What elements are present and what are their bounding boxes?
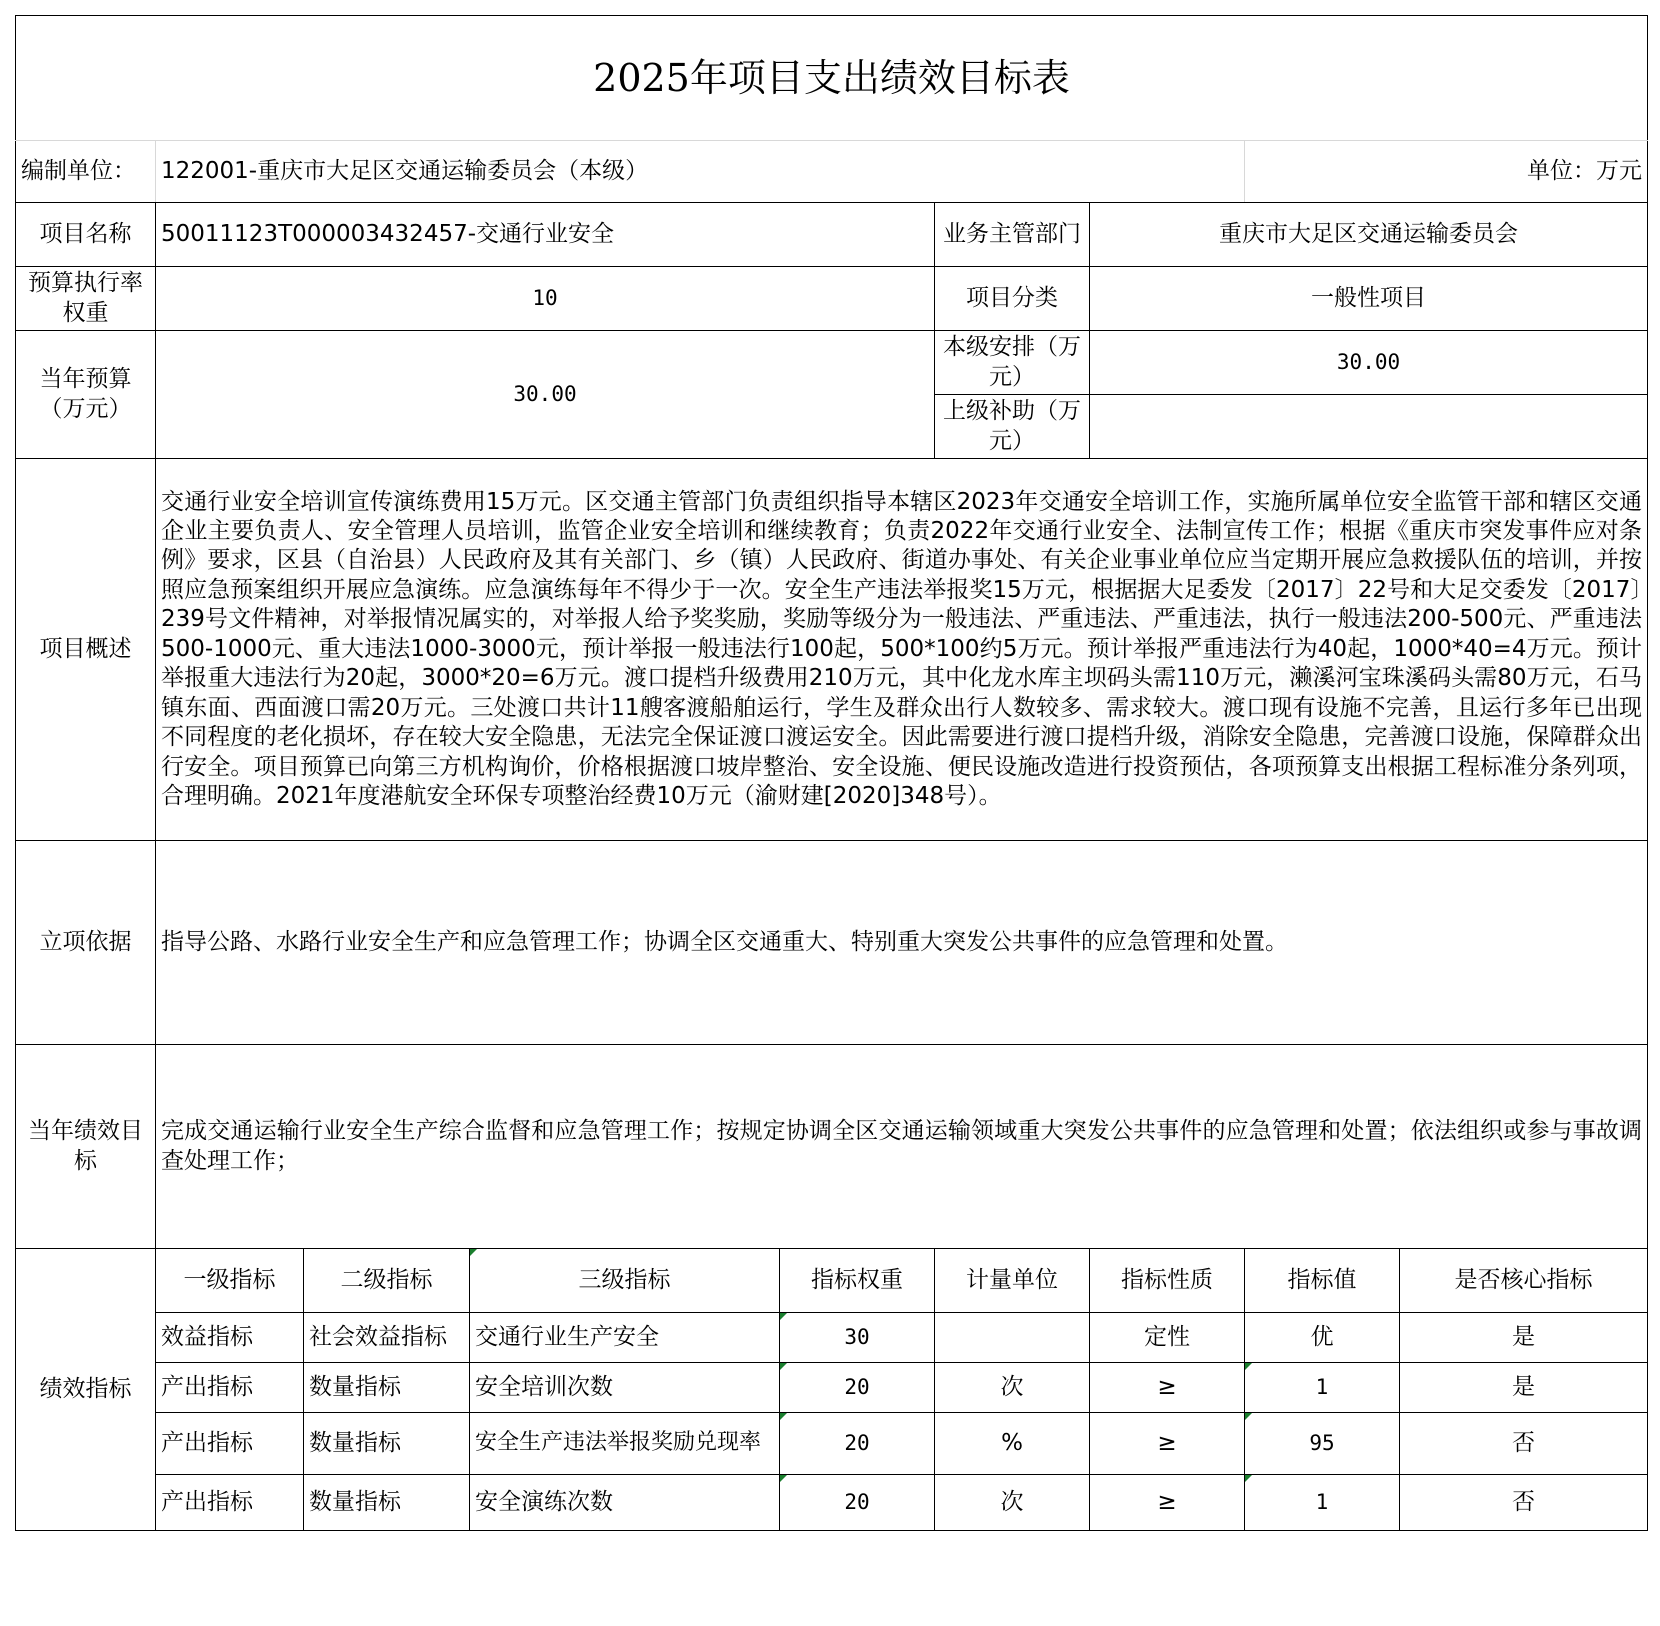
ind-value: 1 <box>1245 1475 1400 1531</box>
weight-value: 10 <box>156 267 935 331</box>
ind-unit <box>935 1313 1090 1363</box>
ind-header-value: 指标值 <box>1245 1249 1400 1313</box>
ind-level1: 产出指标 <box>156 1413 304 1475</box>
ind-unit: 次 <box>935 1363 1090 1413</box>
performance-sheet <box>15 15 1647 1531</box>
org-unit-label: 编制单位： <box>16 141 156 203</box>
dept-value: 重庆市大足区交通运输委员会 <box>1090 203 1648 267</box>
table-row <box>16 1313 1648 1363</box>
ind-nature: ≥ <box>1090 1413 1245 1475</box>
ind-core: 是 <box>1400 1313 1648 1363</box>
ind-weight: 20 <box>780 1475 935 1531</box>
category-label: 项目分类 <box>935 267 1090 331</box>
ind-core: 是 <box>1400 1363 1648 1413</box>
basis-label: 立项依据 <box>16 841 156 1045</box>
table-row <box>16 1363 1648 1413</box>
goal-label: 当年绩效目标 <box>16 1045 156 1249</box>
ind-level3: 安全生产违法举报奖励兑现率 <box>470 1413 780 1475</box>
ind-header-unit: 计量单位 <box>935 1249 1090 1313</box>
ind-value: 95 <box>1245 1413 1400 1475</box>
ind-level1: 效益指标 <box>156 1313 304 1363</box>
ind-core: 否 <box>1400 1413 1648 1475</box>
ind-header-nature: 指标性质 <box>1090 1249 1245 1313</box>
ind-unit: 次 <box>935 1475 1090 1531</box>
ind-level2: 数量指标 <box>304 1413 470 1475</box>
goal-text: 完成交通运输行业安全生产综合监督和应急管理工作；按规定协调全区交通运输领域重大突发公共事件的应急管理和处置；依法组织或参与事故调查处理工作； <box>156 1045 1648 1249</box>
dept-label: 业务主管部门 <box>935 203 1090 267</box>
ind-level1: 产出指标 <box>156 1363 304 1413</box>
ind-header-core: 是否核心指标 <box>1400 1249 1648 1313</box>
weight-label: 预算执行率权重 <box>16 267 156 331</box>
ind-level2: 数量指标 <box>304 1363 470 1413</box>
ind-nature: ≥ <box>1090 1363 1245 1413</box>
upper-subsidy-value <box>1090 395 1648 459</box>
overview-text: 交通行业安全培训宣传演练费用15万元。区交通主管部门负责组织指导本辖区2023年交通安全培训工作，实施所属单位安全监管干部和辖区交通企业主要负责人、安全管理人员培训，监管企业安全培训和继续教育；负责2022年交通行业安全、法制宣传工作；根据《重庆市突发事件应对条例》要求，区县（自治县）人民政府及其有关部门、乡（镇）人民政府、街道办事处、有关企业事业单位应当定期开展应急救援队伍的培训，并按照应急预案组织开展应急演练。应急演练每年不得少于一次。安全生产违法举报奖15万元，根据据大足委发〔2017〕22号和大足交委发〔2017〕239号文件精神，对举报情况属实的，对举报人给予奖奖励，奖励等级分为一般违法、严重违法、严重违法，执行一般违法200-500元、严重违法500-1000元、重大违法1000-3000元，预计举报一般违法行100起，500*100约5万元。预计举报严重违法行为40起，1000*40=4万元。预计举报重大违法行为20起，3000*20=6万元。渡口提档升级费用210万元，其中化龙水库主坝码头需110万元，濑溪河宝珠溪码头需80万元，石马镇东面、西面渡口需20万元。三处渡口共计11艘客渡船舶运行，学生及群众出行人数较多、需求较大。渡口现有设施不完善，且运行多年已出现不同程度的老化损坏，存在较大安全隐患，无法完全保证渡口渡运安全。因此需要进行渡口提档升级，消除安全隐患，完善渡口设施，保障群众出行安全。项目预算已向第三方机构询价，价格根据渡口坡岸整治、安全设施、便民设施改造进行投资预估，各项预算支出根据工程标准分条列项，合理明确。2021年度港航安全环保专项整治经费10万元（渝财建[2020]348号）。 <box>156 459 1648 841</box>
basis-text: 指导公路、水路行业安全生产和应急管理工作；协调全区交通重大、特别重大突发公共事件的应急管理和处置。 <box>156 841 1648 1045</box>
ind-nature: 定性 <box>1090 1313 1245 1363</box>
table-row <box>16 1475 1648 1531</box>
ind-level2: 社会效益指标 <box>304 1313 470 1363</box>
ind-level1: 产出指标 <box>156 1475 304 1531</box>
ind-nature: ≥ <box>1090 1475 1245 1531</box>
budget-label: 当年预算（万元） <box>16 331 156 459</box>
upper-subsidy-label: 上级补助（万元） <box>935 395 1090 459</box>
ind-unit: % <box>935 1413 1090 1475</box>
local-arrangement-value: 30.00 <box>1090 331 1648 395</box>
ind-weight: 20 <box>780 1363 935 1413</box>
ind-value: 1 <box>1245 1363 1400 1413</box>
page-title: 2025年项目支出绩效目标表 <box>16 16 1648 141</box>
ind-header-level2: 二级指标 <box>304 1249 470 1313</box>
ind-header-weight: 指标权重 <box>780 1249 935 1313</box>
org-unit-value: 122001-重庆市大足区交通运输委员会（本级） <box>156 141 1245 203</box>
ind-value: 优 <box>1245 1313 1400 1363</box>
project-name-label: 项目名称 <box>16 203 156 267</box>
budget-value: 30.00 <box>156 331 935 459</box>
ind-core: 否 <box>1400 1475 1648 1531</box>
ind-weight: 20 <box>780 1413 935 1475</box>
project-name-value: 50011123T000003432457-交通行业安全 <box>156 203 935 267</box>
ind-level3: 安全培训次数 <box>470 1363 780 1413</box>
ind-header-level3: 三级指标 <box>470 1249 780 1313</box>
table-row <box>16 1413 1648 1475</box>
main-table <box>15 15 1648 1531</box>
overview-label: 项目概述 <box>16 459 156 841</box>
category-value: 一般性项目 <box>1090 267 1648 331</box>
ind-header-level1: 一级指标 <box>156 1249 304 1313</box>
ind-level3: 安全演练次数 <box>470 1475 780 1531</box>
ind-level3: 交通行业生产安全 <box>470 1313 780 1363</box>
currency-unit: 单位：万元 <box>1245 141 1648 203</box>
ind-level2: 数量指标 <box>304 1475 470 1531</box>
ind-weight: 30 <box>780 1313 935 1363</box>
local-arrangement-label: 本级安排（万元） <box>935 331 1090 395</box>
indicators-label: 绩效指标 <box>16 1249 156 1531</box>
